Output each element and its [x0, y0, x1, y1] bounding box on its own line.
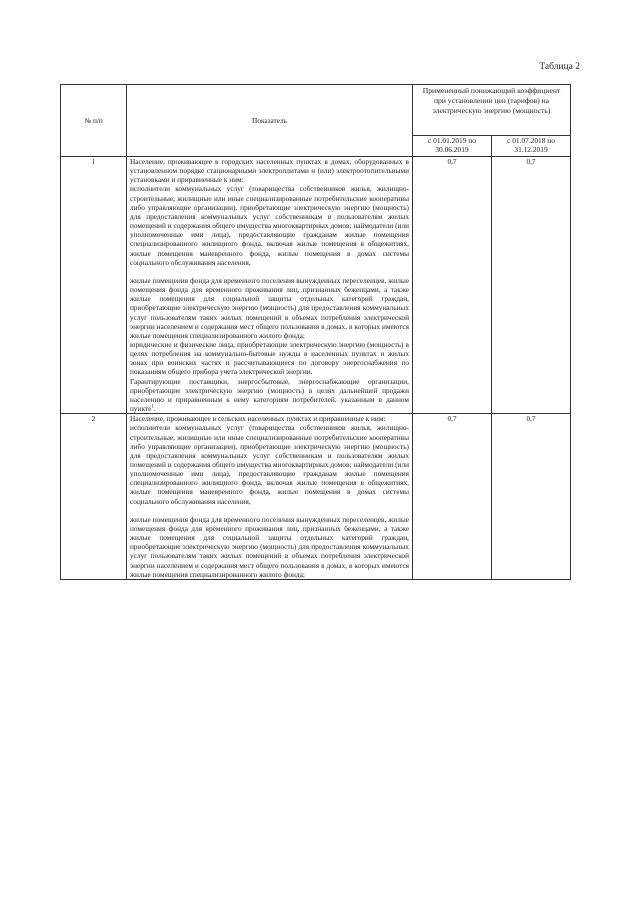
header-period-2: с 01.07.2018 по 31.12.2019 [492, 136, 571, 157]
coef-period-2: 0,7 [492, 157, 571, 414]
end-punctuation: . [153, 404, 156, 414]
header-number: № п/п [61, 85, 127, 157]
table-row [61, 414, 571, 580]
header-period-1: с 01.01.2019 по 30.06.2019 [413, 136, 492, 157]
tariff-coefficient-table [60, 84, 571, 580]
footnote-mark: 1 [151, 404, 154, 410]
table-caption: Таблица 2 [539, 62, 580, 72]
coef-period-1: 0,7 [413, 414, 492, 580]
indicator-paragraph: жилые помещения фонда для временного поселения вынужденных переселенцев, жилые помещения фонда для временного проживания лиц, признанных беженцами, а также жилые помещения для социальной защиты отдельных категорий граждан, приобретающие электрическую энергию (мощность) для предоставления коммунальных услуг пользователям таких жилых помещений в объемах потребления электрической энергии населением и содержания мест общего пользования в домах, в которых имеются жилые помещения специализированного жилого фонда; [130, 275, 409, 340]
indicator-paragraph: исполнители коммунальных услуг (товарищества собственников жилья, жилищно-строительные, жилищные или иные специализированные потребительские кооперативы либо управляющие организации), приобретающие электрическую энергию (мощность) для предоставления коммунальных услуг собственникам и пользователям жилых помещений и содержания общего имущества многоквартирных домов; наймодатели (или уполномоченные ими лица), предоставляющие гражданам жилые помещения специализированного жилищного фонда, включая жилые помещения в общежитиях, жилые помещения маневренного фонда, жилые помещения в домах системы социального обслуживания населения, [130, 184, 409, 267]
indicator-paragraph: юридические и физические лица, приобретающие электрическую энергию (мощность) в целях потребления на коммунально-бытовые нужды в населенных пунктах и жилых зонах при воинских частях и рассчитывающиеся по договору энергоснабжения по показаниям общего прибора учета электрической энергии. [130, 339, 409, 377]
header-coefficient: Примененный понижающий коэффициент при установлении цен (тарифов) на электрическую энергию (мощность) [413, 85, 571, 136]
indicator-paragraph: жилые помещения фонда для временного поселения вынужденных переселенцев, жилые помещения фонда для временного проживания лиц, признанных беженцами, а также жилые помещения для социальной защиты отдельных категорий граждан, приобретающие электрическую энергию (мощность) для предоставления коммунальных услуг пользователям таких жилых помещений в объемах потребления электрической энергии населением и содержания мест общего пользования в домах, в которых имеются жилые помещения специализированного жилого фонда; [130, 514, 409, 579]
header-row [61, 85, 571, 136]
row-number: 1 [61, 157, 127, 414]
row-number: 2 [61, 414, 127, 580]
indicator-cell [127, 414, 413, 580]
coef-period-2: 0,7 [492, 414, 571, 580]
indicator-text: Гарантирующие поставщики, энергосбытовые, энергоснабжающие организации, приобретающие электрическую энергию (мощность) в целях дальнейшей продажи населению и приравненным к нему категориям потребителей, указанным в данном пункте [130, 376, 409, 414]
indicator-paragraph: Население, проживающее в городских населенных пунктах в домах, оборудованных в установленном порядке стационарными электроплитами и (или) электроотопительными установками и приравненные к ним: [130, 157, 409, 185]
header-indicator: Показатель [127, 85, 413, 157]
coef-period-1: 0,7 [413, 157, 492, 414]
indicator-paragraph: Население, проживающее в сельских населенных пунктах и приравненные к ним: [130, 414, 386, 424]
indicator-paragraph [130, 377, 409, 414]
table-row [61, 157, 571, 414]
indicator-paragraph: исполнители коммунальных услуг (товарищества собственников жилья, жилищно-строительные, жилищные или иные специализированные потребительские кооперативы либо управляющие организации), приобретающие электрическую энергию (мощность) для предоставления коммунальных услуг собственникам и пользователям жилых помещений и содержания общего имущества многоквартирных домов; наймодатели (или уполномоченные ими лица), предоставляющие гражданам жилые помещения специализированного жилищного фонда, включая жилые помещения в общежитиях, жилые помещения маневренного фонда, жилые помещения в домах системы социального обслуживания населения, [130, 423, 409, 506]
indicator-cell [127, 157, 413, 414]
